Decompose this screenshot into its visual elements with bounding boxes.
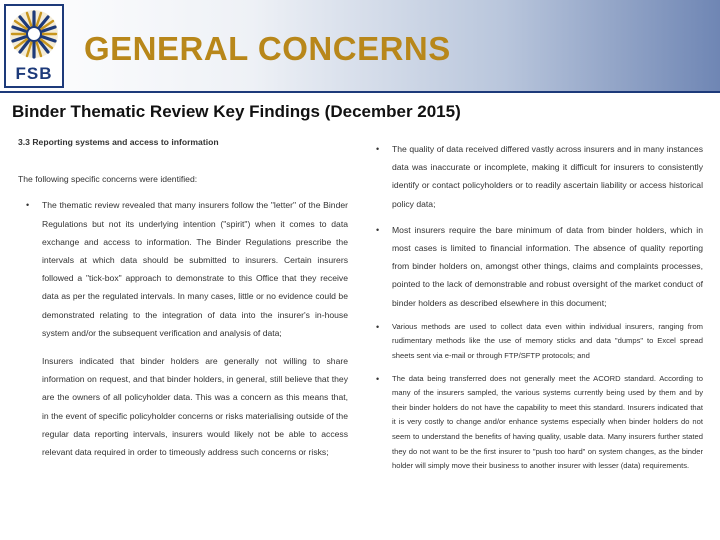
logo-text: FSB [15, 64, 53, 83]
fsb-emblem-icon [8, 8, 60, 62]
list-item [18, 196, 348, 342]
list-item [368, 372, 703, 474]
list-item-text: Most insurers require the bare minimum of data from binder holders, which in most cases is limited to financial information. The absence of quality reporting from binder holders on, amongst other things, claims and complaints processes, pointed to the lack of demonstrable and robust oversight of the market conduct of binder holders as described elsewhere in this document; [392, 224, 703, 308]
list-item-continuation: Insurers indicated that binder holders are generally not willing to share information on request, and that binder holders, in general, still believe that they are the owners of all policyholder data. This was a concern as this means that, in the event of specific policyholder concerns or risks materialising outside of the regular data reporting intervals, insurers would likely not be able to access relevant data required in order to timeously address such concerns or risks; [42, 356, 348, 458]
list-item [368, 140, 703, 213]
page-title: GENERAL CONCERNS [84, 30, 451, 67]
slide-subtitle: Binder Thematic Review Key Findings (December 2015) [12, 102, 461, 121]
header-divider [0, 91, 720, 93]
bullet-icon: • [376, 373, 380, 384]
bullet-icon: • [376, 144, 380, 154]
list-item-text: The thematic review revealed that many insurers follow the "letter" of the Binder Regulations but not its underlying intention ("spirit") when it comes to data exchange and access to information. The Binder Regulations prescribe the intervals at which data should be submitted to insurers. Certain insurers followed a "tick-box" approach to demonstrate to this Office that they receive data as per the regulated intervals. In many cases, little or no evidence could be demonstrated relating to the integration of data into the insurer's in-house system and/or the subsequent verification and analysis of data; [42, 200, 348, 338]
list-item [368, 221, 703, 312]
list-item-text: The data being transferred does not generally meet the ACORD standard. According to many of the insurers sampled, the various systems currently being used by them and by their binder holders do not have the capability to meet this standard. Insurers indicated that it is very costly to change and/or enhance systems especially when binder holders do not seem to understand the benefits of having quality, usable data. Many insurers further stated they do not want to be the first insurer to "push too hard" on system changes, as the binder holder will simply move their business to another insurer with lesser (data) requirements. [392, 373, 703, 471]
section-heading: 3.3 Reporting systems and access to information [18, 137, 219, 147]
list-item-text: The quality of data received differed vastly across insurers and in many instances data was inaccurate or incomplete, making it difficult for insurers to consistently identify or contact policyholders or to readily ascertain liability or access historical policy data; [392, 144, 703, 209]
intro-text: The following specific concerns were identified: [18, 174, 198, 185]
list-item [368, 320, 703, 364]
list-item-text: Various methods are used to collect data even within individual insurers, ranging from rudimentary methods like the use of memory sticks and data "dumps" to Excel spread sheets sent via e-mail or through FTP/SFTP protocols; and [392, 321, 703, 361]
document-right-column [368, 140, 703, 482]
bullet-icon: • [26, 200, 30, 211]
bullet-icon: • [376, 224, 380, 235]
fsb-logo [4, 4, 64, 88]
document-left-column [18, 133, 348, 461]
bullet-icon: • [376, 321, 380, 332]
